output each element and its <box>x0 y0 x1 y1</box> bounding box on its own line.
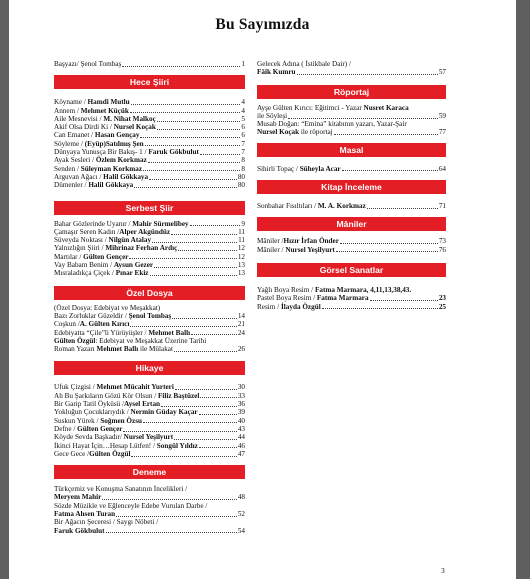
entry-title: Arguvan Ağacı / <box>54 172 104 181</box>
entry-author: Halil Gökkaya <box>103 172 149 181</box>
page-ref: 13 <box>237 261 245 270</box>
section-heading-serbest: Serbest Şiir <box>54 201 245 215</box>
toc-entry-title: Bir Ağacın Şeceresi / Saygı Nöbeti / <box>54 518 159 527</box>
toc-entry <box>54 123 245 131</box>
entry-author: Aysel Ertan <box>124 400 161 409</box>
entry-title: Akif Olsa Dirdi Ki / <box>54 123 114 132</box>
entry-title: Mâniler / <box>257 245 286 254</box>
toc-entry: Sihirli Topaç / Süheyla Acar 64 <box>257 164 446 173</box>
entry-title: Ah Bu Şarkıların Gözü Kör Olsun / <box>54 391 159 400</box>
toc-entry <box>54 400 245 408</box>
entry-title: Aile Mesnevisi / <box>54 114 104 123</box>
toc-entry <box>54 220 245 228</box>
page-ref: 47 <box>237 449 245 458</box>
toc-entry-title: Gelecek Adına ( İstikbale Dair) / <box>257 60 351 68</box>
toc-entry: Meryem Mahir 48 <box>54 493 245 502</box>
entry-author: Özlem Korkmaz <box>95 156 147 165</box>
entry-title: Dümenler / <box>54 181 89 190</box>
entry-title: Ayak Sesleri / <box>54 156 96 165</box>
toc-entry: Edebiyatta “Çile”li Yürüyüşler / Mehmet Ballı 24 <box>54 328 245 337</box>
entry-author: Songül Yıldız <box>156 441 198 450</box>
toc-entry <box>54 156 245 164</box>
entry-author: Nursel Yeşilyurt <box>123 433 174 442</box>
entry-title: Çamaşır Seren Kadın / <box>54 227 120 236</box>
toc-entry <box>54 253 245 261</box>
entry-author: Aysun Gezer <box>113 261 154 270</box>
page-ref: 36 <box>237 400 245 409</box>
page-ref: 6 <box>241 131 245 140</box>
toc-entry <box>54 383 245 391</box>
maniler-entry-list <box>257 237 446 254</box>
page-ref: 76 <box>438 245 446 254</box>
page-ref: 7 <box>241 139 245 148</box>
entry-title: İkinci Hayat İçin…Hesap Lütfen! / <box>54 441 157 450</box>
toc-entry: Coşkun /A. Gülten Kırıcı 21 <box>54 320 245 329</box>
entry-author: Pınar Ekiz <box>115 269 149 278</box>
entry-author: Nermin Güday Kaçar <box>130 408 198 417</box>
entry-author: Nursel Yeşilyurt <box>285 245 335 254</box>
section-heading-hece: Hece Şiiri <box>54 75 245 89</box>
toc-entry-title: Sözde Müzikle ve Eğlenceyle Edebe Vurulan Darbe / <box>54 501 208 510</box>
section-heading-gorsel: Görsel Sanatlar <box>257 263 446 277</box>
entry-author: Gülten Özgül <box>89 449 131 458</box>
toc-entry: Faruk Gökbulut 54 <box>54 526 245 535</box>
toc-entry: Bazı Zorluklar Güzeldir / Şenol Tombaş 14 <box>54 311 245 320</box>
page-number: 3 <box>441 566 445 575</box>
entry-title: Can Emanet / <box>54 131 95 140</box>
page-ref: 9 <box>241 219 245 228</box>
toc-entry <box>54 181 245 189</box>
section-heading-roportaj: Röportaj <box>257 85 446 99</box>
entry-author: Mehmet Mücahit Yurteri <box>96 383 174 392</box>
entry-author: Soğmen Özsu <box>100 416 142 425</box>
toc-entry <box>54 392 245 400</box>
entry-title: Süveyda Noktası / <box>54 236 109 245</box>
entry-author: Hızır İrfan Önder <box>283 237 339 246</box>
entry-author: Faruk Gökbulut <box>148 148 199 157</box>
entry-title: Annem / <box>54 106 81 115</box>
page-ref: 6 <box>241 123 245 132</box>
page-ref: 43 <box>237 424 245 433</box>
page-ref: 40 <box>237 416 245 425</box>
entry-title: Gece Gece / <box>54 449 90 458</box>
entry-author: Hasan Gençay <box>94 131 140 140</box>
toc-entry: Roman Yazarı Mehmet Ballı ile Mülakat 26 <box>54 345 245 354</box>
page-ref: 46 <box>237 441 245 450</box>
entry-title: Vay Babam Benim / <box>54 261 114 270</box>
page-ref: 5 <box>241 114 245 123</box>
toc-entry-title: Türkçemiz ve Konuşma Sanatının İncelikleri / <box>54 485 188 494</box>
entry-author: Nilgün Atalay <box>108 236 152 245</box>
toc-entry: Pastel Boya Resim / Fatma Marmara 23 <box>257 294 446 303</box>
section-heading-kitap: Kitap İnceleme <box>257 180 446 194</box>
section-heading-deneme: Deneme <box>54 465 245 479</box>
toc-entry <box>257 237 446 245</box>
page-ref: 11 <box>238 227 245 236</box>
entry-title: Suskun Yürek / <box>54 416 101 425</box>
toc-entry <box>54 269 245 277</box>
entry-title: Mâniler / <box>257 237 284 246</box>
page-ref: 39 <box>237 408 245 417</box>
ozel-dosya-subtitle: (Özel Dosya: Edebiyat ve Meşakkat) <box>54 303 161 312</box>
page-ref: 12 <box>237 244 245 253</box>
page-ref: 80 <box>237 181 245 190</box>
toc-entry <box>257 246 446 254</box>
page-title: Bu Sayımızda <box>215 16 310 33</box>
entry-title: Yokluğun Çocuklarıydık / <box>54 408 131 417</box>
page-ref: 8 <box>241 164 245 173</box>
left-column <box>54 60 245 535</box>
entry-title: Ufuk Çizgisi / <box>54 383 97 392</box>
entry-author: (Eyüp)Satılmış Şen <box>84 139 144 148</box>
entry-author: M. Nihat Malkoç <box>103 114 156 123</box>
hikaye-entry-list <box>54 383 245 458</box>
entry-author: Mehmet Küçük <box>80 106 129 115</box>
entry-title: Martılar / <box>54 252 84 261</box>
entry-title: Bahar Gözlerinde Uyanır / <box>54 219 133 228</box>
entry-title: Mısraladıkça Çiçek / <box>54 269 116 278</box>
page-ref: 30 <box>237 383 245 392</box>
entry-author: Halil Gökkaya <box>88 181 134 190</box>
toc-entry <box>54 425 245 433</box>
document-page <box>9 0 516 579</box>
page-ref: 33 <box>237 391 245 400</box>
section-heading-masal: Masal <box>257 143 446 157</box>
entry-author: Filiz Baştüzel <box>158 391 200 400</box>
toc-entry: Sonbahar Fısıltıları / M. A. Korkmaz 71 <box>257 202 446 211</box>
toc-entry: Fatma Ahsen Turan 52 <box>54 509 245 518</box>
toc-entry <box>54 408 245 416</box>
toc-entry: Nursel Koçak ile röportaj 77 <box>257 128 446 137</box>
entry-title: Defne / <box>54 424 78 433</box>
toc-entry <box>54 236 245 244</box>
entry-author: Hamdi Mutlu <box>87 98 130 107</box>
toc-entry <box>54 442 245 450</box>
entry-title: Köyde Sevda Başkadır/ <box>54 433 124 442</box>
entry-author: Mahir Sürmelibey <box>132 219 189 228</box>
toc-entry <box>54 433 245 441</box>
page-ref: 4 <box>241 106 245 115</box>
entry-author: Alper Akgündüz <box>119 227 171 236</box>
section-heading-maniler: Mâniler <box>257 217 446 231</box>
entry-title: Senden / <box>54 164 81 173</box>
toc-entry <box>54 140 245 148</box>
page-ref: 8 <box>241 156 245 165</box>
page-ref: 1 <box>241 60 245 68</box>
entry-author: Gülten Gençer <box>83 252 129 261</box>
toc-entry: Gülten Özgül: Edebiyat ve Meşakkat Üzerine Tarihi <box>54 336 207 345</box>
toc-entry: ile Söyleşi 59 <box>257 111 446 120</box>
hece-entry-list <box>54 98 245 189</box>
entry-title: Söyleme / <box>54 139 85 148</box>
section-heading-hikaye: Hikaye <box>54 361 245 375</box>
entry-title: Bir Garip Tatil Öyküsü / <box>54 400 125 409</box>
page-ref: 7 <box>241 148 245 157</box>
toc-entry <box>54 165 245 173</box>
toc-entry: Yağlı Boya Resim / Fatma Marmara, 4,11,13,38,43. <box>257 285 412 294</box>
toc-entry: Fâik Kumru 57 <box>257 68 446 77</box>
toc-entry <box>54 173 245 181</box>
page-ref: 73 <box>438 237 446 246</box>
entry-title: Yalnızlığın Şiiri / <box>54 244 106 253</box>
entry-author: Mihrinaz Ferhan Ardıç <box>105 244 178 253</box>
toc-entry-title: Musab Doğan: “Emina” kitabının yazarı, Yazar-Şair <box>257 120 407 129</box>
toc-entry: Resim / İlayda Özgül 25 <box>257 302 446 311</box>
right-column <box>257 60 446 311</box>
toc-entry-editorial <box>54 60 245 68</box>
page-ref: 12 <box>237 252 245 261</box>
toc-entry <box>54 131 245 139</box>
page-ref: 11 <box>238 236 245 245</box>
toc-entry <box>54 115 245 123</box>
toc-entry <box>54 228 245 236</box>
entry-author: Gülten Gençer <box>77 424 123 433</box>
toc-entry <box>54 244 245 252</box>
page-ref: 44 <box>237 433 245 442</box>
page-ref: 4 <box>241 98 245 107</box>
section-heading-ozel: Özel Dosya <box>54 286 245 300</box>
toc-entry <box>54 107 245 115</box>
serbest-entry-list <box>54 220 245 278</box>
entry-author: Nursel Koçak <box>113 123 156 132</box>
toc-entry <box>54 450 245 458</box>
entry-title: Dünyaya Yunusça Bir Bakış- 1 / <box>54 148 149 157</box>
toc-entry <box>54 261 245 269</box>
page-ref: 13 <box>237 269 245 278</box>
toc-entry-title: Ayşe Gülten Kırıcı: Eğitimci - Yazar Nusret Karaca <box>257 103 409 112</box>
page-ref: 80 <box>237 172 245 181</box>
entry-author: Süleyman Korkmaz <box>80 164 143 173</box>
toc-entry <box>54 417 245 425</box>
toc-entry <box>54 98 245 106</box>
entry-text: Başyazı/ Şenol Tombaş <box>54 60 122 68</box>
entry-title: Köyname / <box>54 98 88 107</box>
